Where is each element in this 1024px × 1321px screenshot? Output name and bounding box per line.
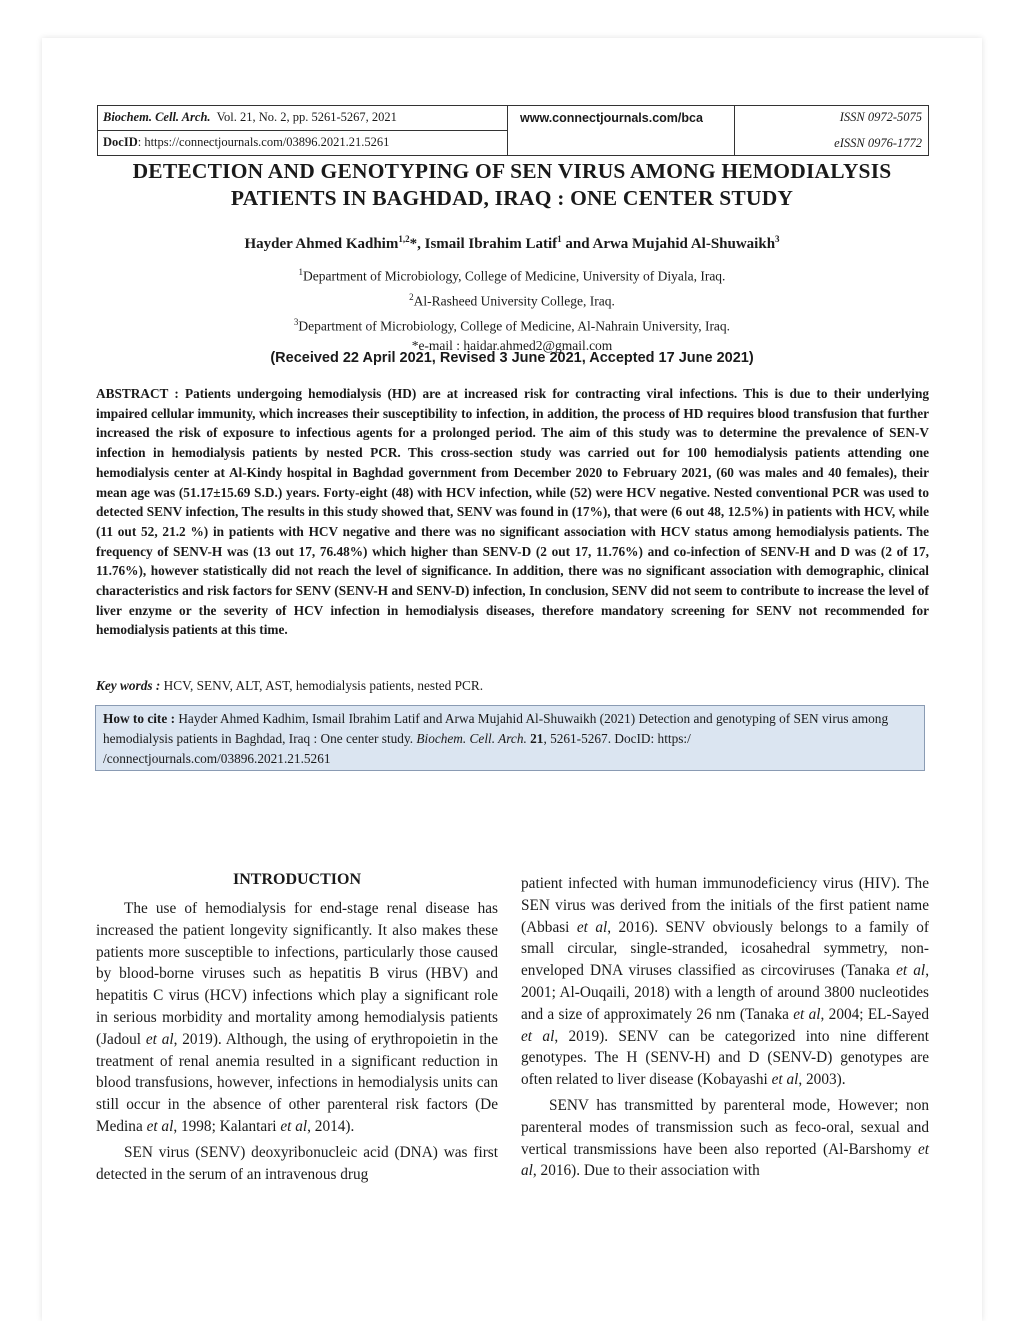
text-run: , 2004; EL-Sayed [820, 1005, 929, 1023]
contact-email: *e-mail : haidar.ahmed2@gmail.com [411, 338, 613, 354]
text-run: SENV has transmitted by parenteral mode, However; non parenteral modes of transmission such as feco-oral, sexual and vertical transmissions have been also reported (Al-Barshomy [521, 1096, 929, 1158]
received-dates: (Received 22 April 2021, Revised 3 June 2021, Accepted 17 June 2021) [270, 350, 754, 366]
issn: ISSN 0972-5075 [839, 110, 922, 124]
keywords [96, 678, 929, 694]
author-sep: and [561, 236, 593, 252]
affiliations [90, 262, 934, 357]
affiliation-text: Department of Microbiology, College of Medicine, University of Diyala, Iraq. [303, 268, 726, 284]
journal-citation [103, 109, 397, 125]
text-run: , 1998; Kalantari [173, 1117, 281, 1135]
paragraph [96, 898, 498, 1138]
keywords-text: HCV, SENV, ALT, AST, hemodialysis patients, nested PCR. [163, 678, 484, 693]
docid-value: : https://connectjournals.com/03896.2021.21.5261 [137, 135, 390, 149]
text-run: , 2019). SENV can be categorized into nine different genotypes. The H (SENV-H) and D (SENV-D) genotypes are often related to liver disease (Kobayashi [521, 1027, 930, 1089]
cite-text: , 5261-5267. DocID: https:/ /connectjournals.com/03896.2021.21.5261 [103, 731, 691, 766]
docid-label: DocID [103, 135, 138, 149]
header-divider [98, 130, 508, 131]
affiliation [90, 287, 934, 312]
text-run: , 2014). [307, 1117, 355, 1135]
keywords-label: Key words : [96, 678, 164, 693]
section-heading: INTRODUCTION [232, 871, 361, 888]
author-name: Arwa Mujahid Al-Shuwaikh [592, 236, 776, 252]
abstract [96, 384, 929, 640]
journal-header-box [97, 105, 929, 156]
affil-sup: 1 [298, 267, 304, 277]
text-run: et al [576, 918, 608, 936]
text-run: et al [280, 1117, 308, 1135]
affil-sup: 1 [557, 234, 562, 244]
affiliation [90, 262, 934, 287]
affil-sup: 3 [775, 234, 780, 244]
affiliation-text: Al-Rasheed University College, Iraq. [413, 293, 615, 309]
author-name: Ismail Ibrahim Latif [424, 236, 558, 252]
text-run: , 2001; Al-Ouqaili, 2018) with a length of around 3800 nucleotides and a size of approximately 26 nm (Tanaka [521, 962, 930, 1023]
journal-volume: Vol. 21, No. 2, pp. 5261-5267, 2021 [216, 110, 397, 124]
header-divider [734, 106, 735, 155]
paragraph [521, 873, 929, 1091]
affiliation [90, 312, 934, 337]
text-run: , 2003). [798, 1071, 846, 1089]
text-run: et al [521, 1140, 929, 1180]
author-sep: *, [409, 236, 425, 252]
affiliation-text: Department of Microbiology, College of Medicine, Al-Nahrain University, Iraq. [298, 318, 731, 334]
cite-label: How to cite : [103, 711, 179, 726]
eissn: eISSN 0976-1772 [834, 136, 922, 150]
paragraph [521, 1095, 929, 1182]
cite-volume: 21 [530, 731, 544, 746]
text-run: et al [521, 1027, 555, 1045]
text-run: , 2016). Due to their association with [532, 1162, 760, 1180]
text-run: et al [145, 1030, 174, 1048]
text-run: , 2019). Although, the using of erythropoietin in the treatment of renal anemia resulted in a significant reduction in blood transfusions, however, infections in hemodialysis units can still occur in the absence of other parenteral risk factors (De Medina [96, 1030, 498, 1135]
text-run: The use of hemodialysis for end-stage renal disease has increased the patient longevity significantly. It also makes these patients more susceptible to infections, particularly those caused by blood-borne viruses such as hepatitis B virus (HBV) and hepatitis C virus (HCV) infections which play a significant role in serious morbidity and mortality among hemodialysis patients (Jadoul [96, 900, 498, 1048]
docid [103, 134, 389, 150]
cite-text: Hayder Ahmed Kadhim, Ismail Ibrahim Latif and Arwa Mujahid Al-Shuwaikh (2021) Detection and genotyping of SEN virus among hemodialysis patients in Baghdad, Iraq : One center study. [103, 711, 889, 746]
paragraph: SEN virus (SENV) deoxyribonucleic acid (DNA) was first detected in the serum of an intravenous drug [96, 1143, 498, 1183]
affil-sup: 2 [409, 291, 414, 302]
journal-abbrev: Biochem. Cell. Arch. [103, 110, 211, 124]
title-line: DETECTION AND GENOTYPING OF SEN VIRUS AMONG HEMODIALYSIS [132, 159, 892, 183]
cite-journal: Biochem. Cell. Arch. [416, 731, 527, 746]
text-run: patient infected with human immunodeficiency virus (HIV). The SEN virus was derived from the initials of the first patient name (Abbasi [521, 875, 929, 936]
how-to-cite-box [95, 705, 925, 771]
affil-sup: 1,2 [398, 234, 410, 244]
right-column [521, 873, 929, 1182]
text-run: , 2016). SENV obviously belongs to a family of small circular, single-stranded, icosahedral symmetry, non-enveloped DNA viruses classified as circoviruses (Tanaka [521, 918, 930, 980]
text-run: et al [771, 1071, 799, 1089]
text-run: et al [793, 1005, 821, 1023]
paper-title [90, 158, 934, 212]
abstract-label: ABSTRACT : [96, 386, 185, 401]
journal-website: www.connectjournals.com/bca [520, 111, 703, 125]
title-line: PATIENTS IN BAGHDAD, IRAQ : ONE CENTER STUDY [230, 186, 794, 210]
author-name: Hayder Ahmed Kadhim [244, 236, 399, 252]
affil-sup: 3 [293, 316, 299, 327]
text-run: et al [896, 962, 926, 980]
abstract-text: Patients undergoing hemodialysis (HD) are at increased risk for contracting viral infections. This is due to their underlying impaired cellular immunity, which increases their susceptibility to infection, in addition, the process of HD requires blood transfusion that further increased the risk of exposure to infectious agents for a prolonged period. The aim of this study was to determine the prevalence of SEN-V infection in hemodialysis patients by nested PCR. This cross-section study was carried out for 100 hemodialysis patients attending one hemodialysis center at Al-Kindy hospital in Baghdad government from December 2020 to February 2021, (60 was males and 40 females), their mean age was (51.17±15.69 S.D.) years. Forty-eight (48) with HCV infection, while (52) were HCV negative. Nested conventional PCR was used to detected SENV infection, The results in this study showed that, SENV was found in (17%), that were (6 out 48, 12.5%) in patients with HCV, while (11 out 52, 21.2 %) in patients with HCV negative and there was no significant association with HCV status among hemodialysis patients. The frequency of SENV-H was (13 out 17, 76.48%) which higher than SENV-D (2 out 17, 11.76%) and co-infection of SENV-H and D was (2 of 17, 11.76%), however statistically did not reach the level of significance. In addition, there was no significant association with demographic, clinical characteristics and risk factors for SENV (SENV-H and SENV-D) infection, In conclusion, SENV did not seem to contribute to increase the level of liver enzyme or the severity of HCV infection in hemodialysis diseases, therefore mandatory screening for SENV not recommended for hemodialysis patients at this time. [96, 386, 930, 638]
text-run: et al [146, 1117, 174, 1135]
left-column [96, 898, 498, 1185]
author-list [90, 234, 934, 253]
